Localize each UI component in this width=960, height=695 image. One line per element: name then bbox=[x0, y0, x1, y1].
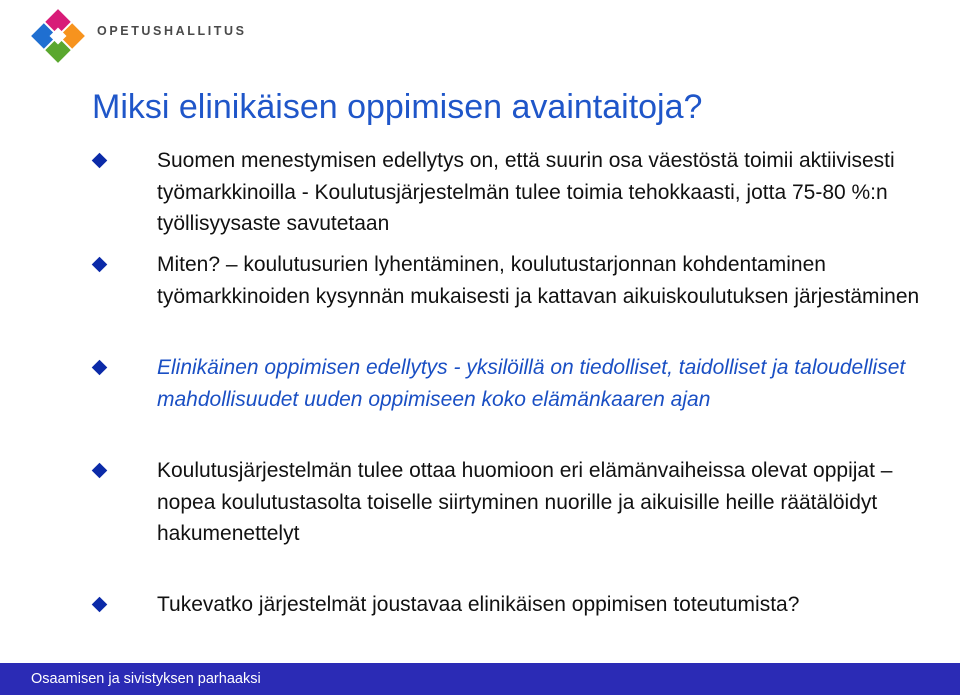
logo-center-white bbox=[50, 28, 67, 45]
brand-name: OPETUSHALLITUS bbox=[97, 24, 247, 38]
bullet-text: Miten? – koulutusurien lyhentäminen, koulutustarjonnan kohdentaminen työmarkkinoiden kysynnän mukaisesti ja kattavan aikuiskoulutuksen järjestäminen bbox=[157, 253, 920, 308]
bullet-text: Koulutusjärjestelmän tulee ottaa huomioon eri elämänvaiheissa olevat oppijat – nopea koulutustasolta toiselle siirtyminen nuorille ja aikuisille heille räätälöidyt hakumenettelyt bbox=[157, 459, 893, 545]
bullet-item-lifelong-learning bbox=[157, 352, 947, 415]
slide-title: Miksi elinikäisen oppimisen avaintaitoja? bbox=[92, 88, 703, 126]
diamond-bullet-icon bbox=[92, 352, 108, 384]
bullet-text: Tukevatko järjestelmät joustavaa elinikäisen oppimisen toteutumista? bbox=[157, 593, 800, 616]
footer-bar bbox=[0, 663, 960, 695]
bullet-item-education-system bbox=[157, 455, 947, 550]
diamond-bullet-icon bbox=[92, 589, 108, 621]
bullet-item-how bbox=[157, 249, 947, 312]
bullet-text: Suomen menestymisen edellytys on, että suurin osa väestöstä toimii aktiivisesti työmarkkinoilla - Koulutusjärjestelmän tulee toimia tehokkaasti, jotta 75-80 %:n työllisyysaste savutetaan bbox=[157, 149, 895, 235]
bullet-item-flexibility-question bbox=[157, 589, 947, 621]
footer-slogan: Osaamisen ja sivistyksen parhaaksi bbox=[31, 671, 261, 687]
diamond-bullet-icon bbox=[92, 249, 108, 281]
diamond-bullet-icon bbox=[92, 145, 108, 177]
bullet-text: Elinikäinen oppimisen edellytys - yksilöillä on tiedolliset, taidolliset ja taloudelliset mahdollisuudet uuden oppimiseen koko elämänkaaren ajan bbox=[157, 356, 906, 411]
bullet-item-employment bbox=[157, 145, 947, 240]
diamond-bullet-icon bbox=[92, 455, 108, 487]
opetushallitus-logo-icon bbox=[30, 8, 86, 64]
